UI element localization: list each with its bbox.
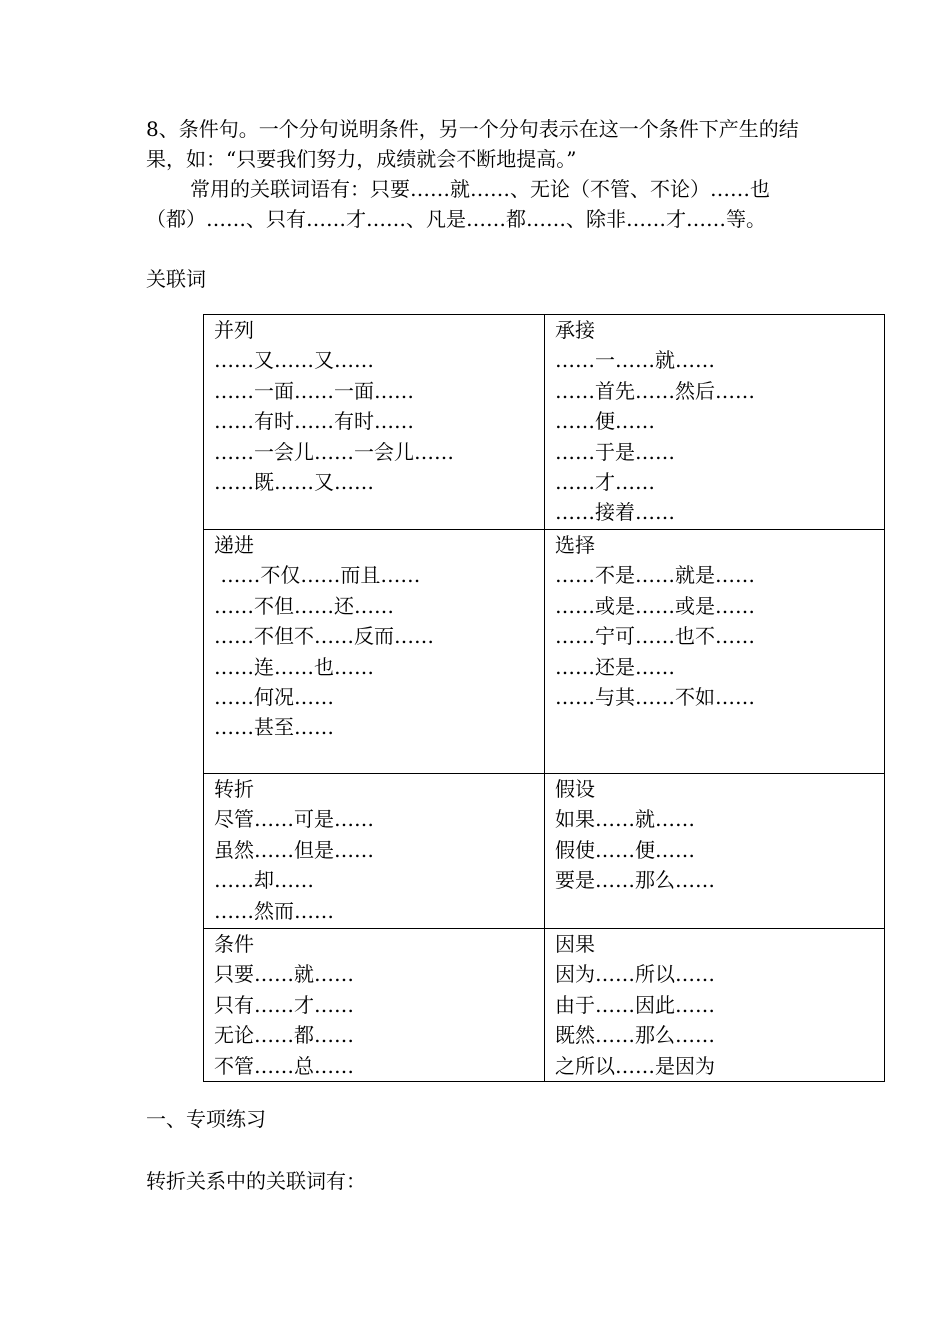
cell-item: ……一……就…… [555,348,715,373]
cell-item: 因为……所以…… [555,962,715,987]
cell-item: ……却…… [214,868,314,893]
cell-item: 只有……才…… [214,992,354,1017]
cell-title: 转折 [214,777,254,801]
table-row [204,774,885,929]
cell-title: 假设 [555,777,595,801]
cell-item: 由于……因此…… [555,992,715,1017]
cell-causal [545,929,885,1082]
cell-title: 承接 [555,318,595,342]
cell-hypothetical [545,774,885,929]
cell-item: ……不仅……而且…… [214,563,421,588]
table-row [204,315,885,530]
common-words-text: 常用的关联词语有：只要……就……、无论（不管、不论）……也（都）……、只有……才……、凡是……都……、除非……才……等。 [146,177,770,231]
cell-item: 虽然……但是…… [214,837,374,862]
cell-item: ……还是…… [555,654,675,679]
cell-item: 要是……那么…… [555,868,715,893]
cell-item: ……然而…… [214,898,334,923]
cell-item: ……连……也…… [214,654,374,679]
cell-item: ……一面……一面…… [214,378,414,403]
cell-item: 假使……便…… [555,837,695,862]
common-words-paragraph [146,174,816,234]
table-label: 关联词 [146,267,206,291]
cell-title: 并列 [214,318,254,342]
table-row [204,929,885,1082]
cell-title: 递进 [214,533,254,557]
cell-progressive [204,530,545,774]
cell-item: ……首先……然后…… [555,378,755,403]
cell-item: ……甚至…… [214,715,334,740]
cell-item: ……一会儿……一会儿…… [214,439,454,464]
section-heading: 一、专项练习 [146,1107,266,1131]
exercise-prompt: 转折关系中的关联词有： [146,1169,366,1193]
cell-sequential [545,315,885,530]
cell-item: 之所以……是因为 [555,1053,715,1078]
intro-paragraph: 8、条件句。一个分句说明条件，另一个分句表示在这一个条件下产生的结果，如：“只要我们努力，成绩就会不断地提高。” [146,117,799,171]
cell-item: ……不是……就是…… [555,563,755,588]
cell-item: ……接着…… [555,500,675,525]
cell-title: 因果 [555,932,595,956]
cell-item: ……于是…… [555,439,675,464]
cell-item: 不管……总…… [214,1053,354,1078]
conjunction-table [203,314,885,1082]
cell-item: 无论……都…… [214,1023,354,1048]
cell-item: ……与其……不如…… [555,685,755,710]
cell-alternative [545,530,885,774]
cell-adversative [204,774,545,929]
cell-item: 尽管……可是…… [214,807,374,832]
table-row [204,530,885,774]
cell-item: ……不但不……反而…… [214,624,434,649]
cell-item: ……又……又…… [214,348,374,373]
cell-item: ……或是……或是…… [555,593,755,618]
cell-item: ……既……又…… [214,470,374,495]
cell-title: 条件 [214,932,254,956]
cell-item: 只要……就…… [214,962,354,987]
cell-conditional [204,929,545,1082]
cell-item: 如果……就…… [555,807,695,832]
cell-item: ……何况…… [214,685,334,710]
cell-coordinate [204,315,545,530]
cell-item: ……宁可……也不…… [555,624,755,649]
cell-item: ……才…… [555,470,655,495]
cell-item: ……有时……有时…… [214,409,414,434]
cell-item: 既然……那么…… [555,1023,715,1048]
cell-title: 选择 [555,533,595,557]
cell-item: ……不但……还…… [214,593,394,618]
cell-item: ……便…… [555,409,655,434]
